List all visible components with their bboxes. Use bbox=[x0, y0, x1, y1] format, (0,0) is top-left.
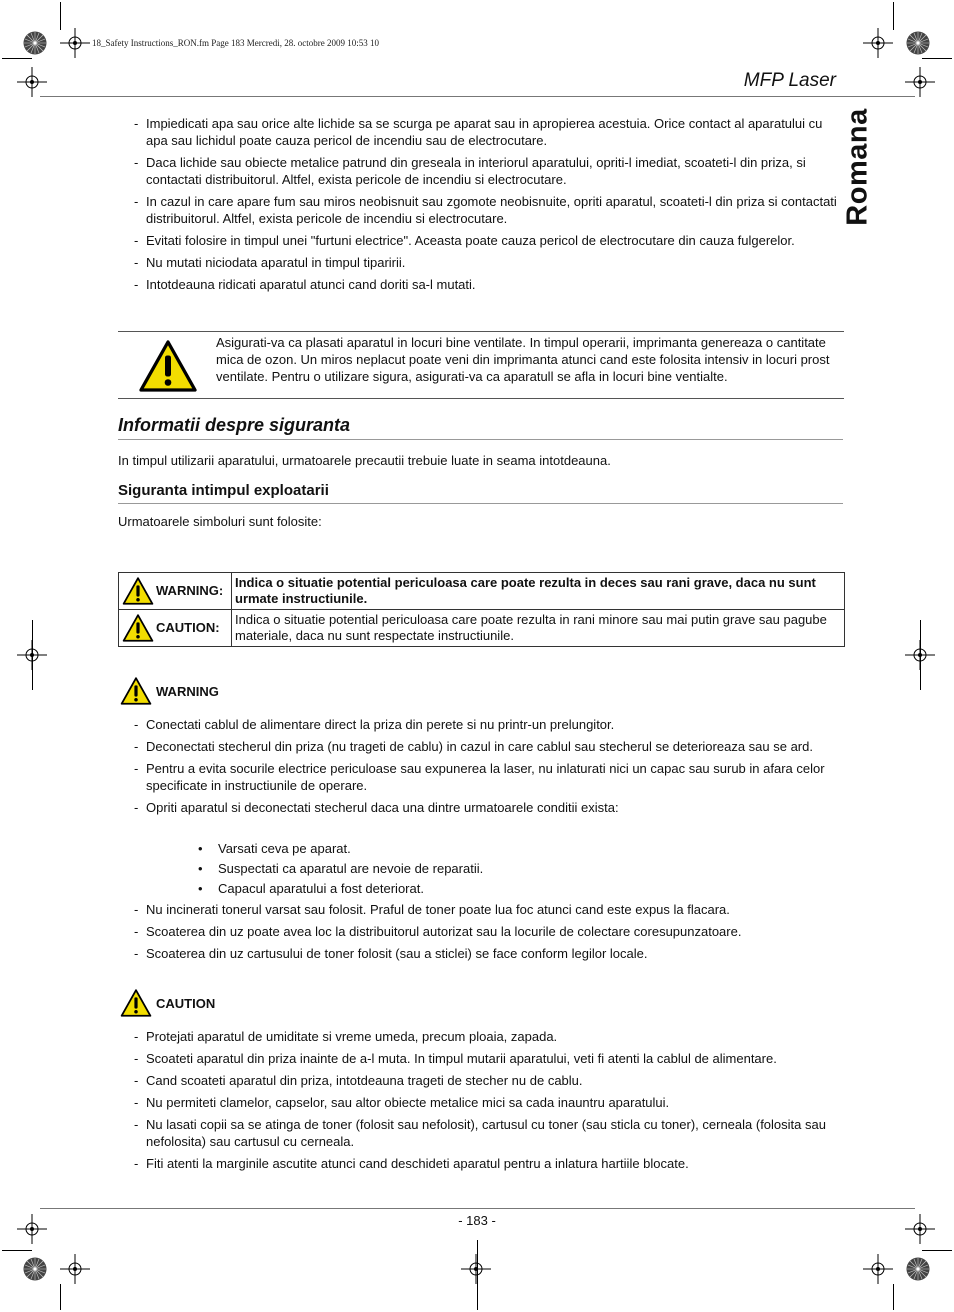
list-item: - Protejati aparatul de umiditate si vreme umeda, precum ploaia, zapada. bbox=[134, 1028, 846, 1045]
table-row bbox=[119, 610, 845, 647]
frame-file-info: 18_Safety Instructions_RON.fm Page 183 Mercredi, 28. octobre 2009 10:53 10 bbox=[92, 38, 379, 48]
list-item: • Capacul aparatului a fost deteriorat. bbox=[198, 880, 838, 897]
registration-mark-icon bbox=[60, 1254, 90, 1284]
star-mark-icon bbox=[906, 1257, 930, 1281]
symbol-description: Indica o situatie potential periculoasa care poate rezulta in rani minore sau mai putin grave sau pagube materiale, daca nu sunt respectate instructiunile. bbox=[232, 610, 845, 647]
conditions-list bbox=[198, 840, 838, 900]
registration-mark-icon bbox=[17, 67, 47, 97]
registration-mark-icon bbox=[863, 1254, 893, 1284]
list-item: - Daca lichide sau obiecte metalice patrund din greseala in interiorul aparatului, opriti-l imediat, scoateti-l din priza, si contactati distribuitorul. Altfel, exista pericole de incendiu si electrocutare. bbox=[134, 154, 846, 188]
star-mark-icon bbox=[23, 31, 47, 55]
registration-mark-icon bbox=[461, 1254, 491, 1284]
warning-triangle-icon bbox=[120, 676, 152, 706]
subsection-title: Siguranta intimpul exploatarii bbox=[118, 482, 329, 499]
page-number: - 183 - bbox=[458, 1213, 496, 1228]
list-item: - Opriti aparatul si deconectati stecherul daca una dintre urmatoarele conditii exista: bbox=[134, 799, 846, 816]
list-item: - Nu lasati copii sa se atinga de toner (folosit sau nefolosit), cartusul cu toner (sau sticla cu toner), cerneala (folosita sau nefolosita) sau cartusul cu cerneala. bbox=[134, 1116, 846, 1150]
caution-triangle-icon bbox=[122, 613, 154, 643]
section-title: Informatii despre siguranta bbox=[118, 415, 351, 435]
list-item: - Scoaterea din uz cartusului de toner folosit (sau a sticlei) se face conform legilor locale. bbox=[134, 945, 846, 962]
registration-mark-icon bbox=[60, 28, 90, 58]
table-row bbox=[119, 573, 845, 610]
list-item: - Pentru a evita socurile electrice periculoase sau expunerea la laser, nu inlaturati nici un capac sau surub in afara celor specificate in instructiunile de operare. bbox=[134, 760, 846, 794]
list-item: • Varsati ceva pe aparat. bbox=[198, 840, 838, 857]
list-item: - Intotdeauna ridicati aparatul atunci cand doriti sa-l mutati. bbox=[134, 276, 846, 293]
warning-heading-label: WARNING bbox=[156, 683, 219, 699]
caution-triangle-icon bbox=[120, 988, 152, 1018]
caution-list bbox=[134, 1028, 846, 1177]
registration-mark-icon bbox=[905, 67, 935, 97]
symbol-cell bbox=[119, 573, 232, 610]
warning-triangle-icon bbox=[138, 338, 198, 394]
list-item: - Cand scoateti aparatul din priza, intotdeauna trageti de stecher nu de cablu. bbox=[134, 1072, 846, 1089]
caution-heading bbox=[120, 988, 215, 1018]
warning-heading bbox=[120, 676, 219, 706]
list-item: - Fiti atenti la marginile ascutite atunci cand deschideti aparatul pentru a inlatura hartiile blocate. bbox=[134, 1155, 846, 1172]
section-intro: In timpul utilizarii aparatului, urmatoarele precautii trebuie luate in seama intotdeauna. bbox=[118, 453, 611, 468]
list-item: - Scoaterea din uz poate avea loc la distribuitorul autorizat sau la locurile de colectare coresupunzatoare. bbox=[134, 923, 846, 940]
list-item: • Suspectati ca aparatul are nevoie de reparatii. bbox=[198, 860, 838, 877]
warning-list-continued bbox=[134, 901, 846, 967]
precautions-list bbox=[134, 115, 846, 298]
symbol-label: WARNING: bbox=[156, 583, 224, 598]
list-item: - Nu mutati niciodata aparatul in timpul tiparirii. bbox=[134, 254, 846, 271]
warning-triangle-icon bbox=[122, 576, 154, 606]
list-item: - Nu incinerati tonerul varsat sau folosit. Praful de toner poate lua foc atunci cand este expus la flacara. bbox=[134, 901, 846, 918]
list-item: - Conectati cablul de alimentare direct la priza din perete si nu printr-un prelungitor. bbox=[134, 716, 846, 733]
header-rule bbox=[40, 96, 915, 97]
list-item: - In cazul in care apare fum sau miros neobisnuit sau zgomote neobisnuite, opriti aparatul, scoateti-l din priza si contactati distribuitorul. Altfel, exista pericole de incendiu si electrocutare. bbox=[134, 193, 846, 227]
registration-mark-icon bbox=[863, 28, 893, 58]
star-mark-icon bbox=[906, 31, 930, 55]
warning-list bbox=[134, 716, 846, 821]
list-item: - Deconectati stecherul din priza (nu trageti de cablu) in cazul in care cablul sau stecherul se deterioreaza sau se ard. bbox=[134, 738, 846, 755]
list-item: - Scoateti aparatul din priza inainte de a-l muta. In timpul mutarii aparatului, veti fi atenti la cablul de alimentare. bbox=[134, 1050, 846, 1067]
symbol-label: CAUTION: bbox=[156, 620, 220, 635]
section-title-rule bbox=[118, 439, 843, 440]
symbol-cell bbox=[119, 610, 232, 647]
note-text: Asigurati-va ca plasati aparatul in locuri bine ventilate. In timpul operarii, imprimanta genereaza o cantitate mica de ozon. Un miros neplacut poate veni din imprimanta atunci cand este folosita intensiv in locuri prost ventilate. Pentru o utilizare sigura, asigurati-va ca aparatull se afla in locuri bine ventialte. bbox=[216, 335, 830, 384]
symbol-description: Indica o situatie potential periculoasa care poate rezulta in deces sau rani grave, daca nu sunt urmate instructiunile. bbox=[232, 573, 845, 610]
caution-heading-label: CAUTION bbox=[156, 995, 216, 1011]
footer-rule bbox=[40, 1208, 915, 1209]
list-item: - Nu permiteti clamelor, capselor, sau altor obiecte metalice mici sa cada inauntru aparatului. bbox=[134, 1094, 846, 1111]
header-title: MFP Laser bbox=[743, 70, 836, 91]
ventilation-note bbox=[118, 331, 844, 399]
list-item: - Impiedicati apa sau orice alte lichide sa se scurga pe aparat sau in apropierea acestuia. Orice contact al aparatului cu apa sau lichidul poate cauza pericol de incendiu sau de electrocutare. bbox=[134, 115, 846, 149]
symbols-table bbox=[118, 572, 845, 647]
language-side-tab-label: Romana bbox=[841, 108, 874, 226]
list-item: - Evitati folosire in timpul unei "furtuni electrice". Aceasta poate cauza pericol de electrocutare din cauza fulgerelor. bbox=[134, 232, 846, 249]
star-mark-icon bbox=[23, 1257, 47, 1281]
subsection-title-rule bbox=[118, 503, 843, 504]
subsection-intro: Urmatoarele simboluri sunt folosite: bbox=[118, 514, 322, 529]
